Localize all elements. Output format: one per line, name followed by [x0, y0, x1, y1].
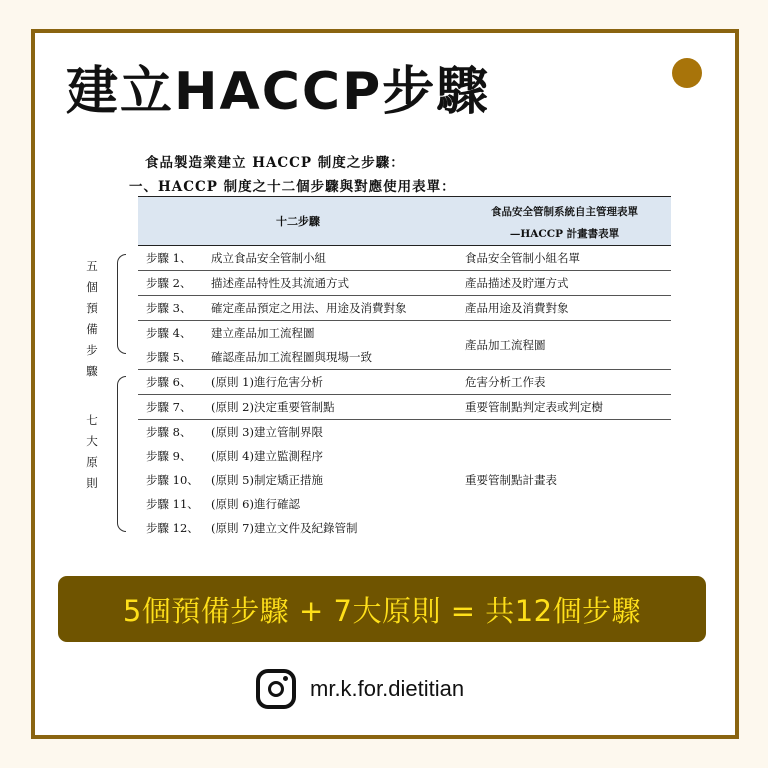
- step-description: (原則 4)建立監測程序: [211, 449, 323, 463]
- step-description: 描述產品特性及其流通方式: [211, 276, 349, 290]
- table-row: [138, 492, 671, 516]
- step-number: 步驟 2、: [146, 276, 192, 290]
- header-forms-line2: —HACCP 計畫書表單: [509, 228, 620, 240]
- decorative-dot: [672, 58, 702, 88]
- step-number: 步驟 6、: [146, 375, 192, 389]
- step-number: 步驟 12、: [146, 521, 199, 535]
- merged-form: 重要管制點計畫表: [465, 473, 557, 487]
- instagram-lens: [268, 681, 284, 697]
- table-row: [138, 321, 671, 345]
- header-steps: 十二步驟: [276, 215, 320, 228]
- summary-banner: 5個預備步驟 + 7大原則 = 共12個步驟: [58, 576, 706, 642]
- social-handle-row: [256, 664, 464, 714]
- haccp-steps-table: [138, 196, 671, 540]
- table-row: [138, 395, 671, 420]
- group-label-text: 五個預備步驟: [86, 259, 98, 378]
- table-row: [138, 246, 671, 271]
- header-forms-line1: 食品安全管制系統自主管理表單: [491, 206, 638, 218]
- social-handle: mr.k.for.dietitian: [310, 676, 465, 701]
- header-forms: [458, 201, 671, 245]
- table-header: [138, 196, 671, 246]
- step-number: 步驟 8、: [146, 425, 192, 439]
- step-number: 步驟 11、: [146, 497, 199, 511]
- step-description: (原則 1)進行危害分析: [211, 375, 323, 389]
- table-row: [138, 345, 671, 370]
- step-number: 步驟 3、: [146, 301, 192, 315]
- step-description: (原則 5)制定矯正措施: [211, 473, 323, 487]
- merged-row-group-4-5: [138, 321, 671, 370]
- brace-preparatory: [117, 254, 126, 354]
- step-description: (原則 2)決定重要管制點: [211, 400, 335, 414]
- step-description: (原則 6)進行確認: [211, 497, 300, 511]
- step-number: 步驟 9、: [146, 449, 192, 463]
- step-description: 建立產品加工流程圖: [211, 326, 315, 340]
- instagram-flash: [283, 676, 288, 681]
- step-form: 危害分析工作表: [465, 375, 546, 389]
- document-subheading: 一、HACCP 制度之十二個步驟與對應使用表單：: [129, 179, 456, 195]
- step-number: 步驟 10、: [146, 473, 199, 487]
- group-label-preparatory: [85, 256, 99, 382]
- step-description: (原則 7)建立文件及紀錄管制: [211, 521, 358, 535]
- group-label-text: 七大原則: [86, 413, 98, 490]
- step-number: 步驟 5、: [146, 350, 192, 364]
- brace-principles: [117, 376, 126, 532]
- step-form: 產品描述及貯運方式: [465, 276, 569, 290]
- group-label-principles: [85, 410, 99, 494]
- document-heading: 食品製造業建立 HACCP 制度之步驟：: [145, 155, 405, 171]
- table-row: [138, 271, 671, 296]
- merged-row-group-8-12: [138, 420, 671, 540]
- document-image: [67, 148, 701, 548]
- step-description: 確認產品加工流程圖與現場一致: [211, 350, 372, 364]
- step-form: 產品用途及消費對象: [465, 301, 569, 315]
- merged-form: 產品加工流程圖: [465, 338, 546, 352]
- step-form: 食品安全管制小組名單: [465, 251, 580, 265]
- step-number: 步驟 4、: [146, 326, 192, 340]
- table-row: [138, 468, 671, 492]
- step-number: 步驟 7、: [146, 400, 192, 414]
- step-description: 成立食品安全管制小組: [211, 251, 326, 265]
- table-row: [138, 370, 671, 395]
- step-description: (原則 3)建立管制界限: [211, 425, 323, 439]
- step-description: 確定產品預定之用法、用途及消費對象: [211, 301, 407, 315]
- step-number: 步驟 1、: [146, 251, 192, 265]
- instagram-icon: [256, 669, 296, 709]
- table-row: [138, 420, 671, 444]
- table-row: [138, 444, 671, 468]
- table-row: [138, 516, 671, 540]
- table-row: [138, 296, 671, 321]
- page-title: 建立HACCP步驟: [66, 62, 491, 122]
- step-form: 重要管制點判定表或判定樹: [465, 400, 603, 414]
